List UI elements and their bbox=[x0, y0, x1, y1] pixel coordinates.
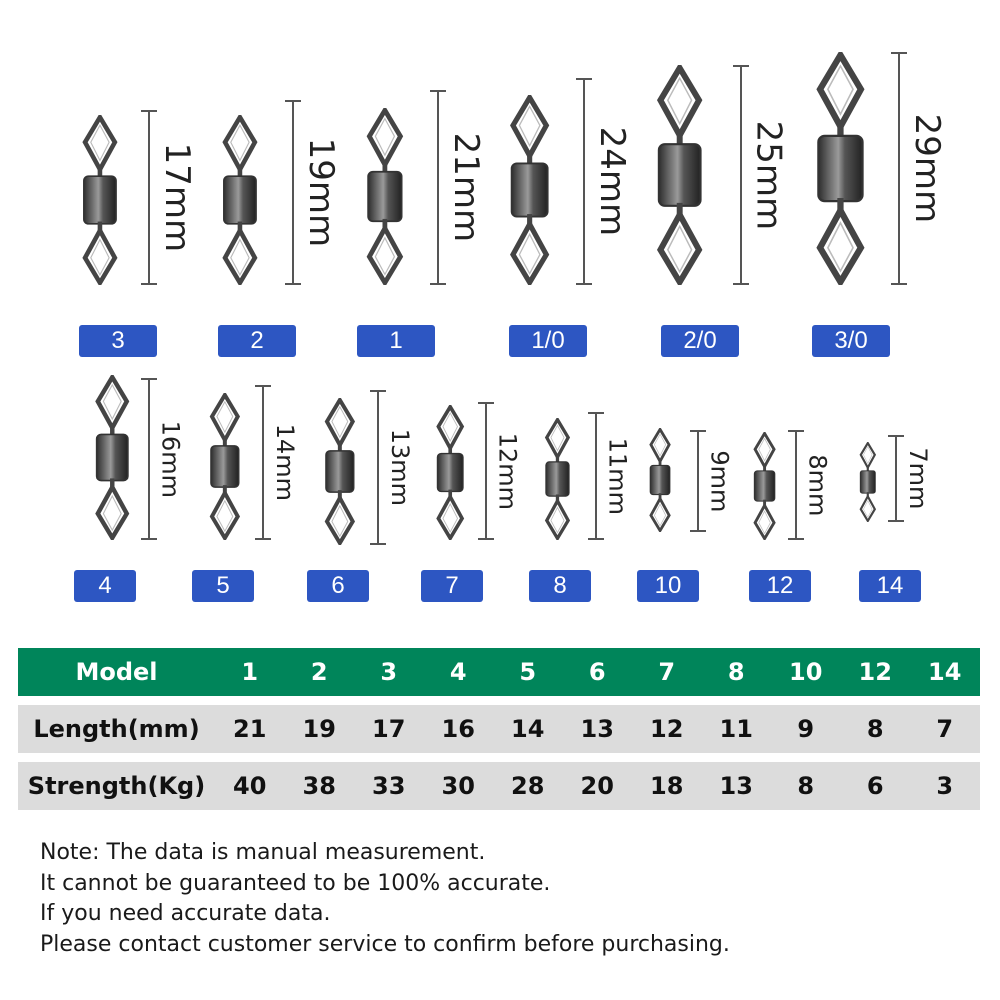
length-label: 8mm bbox=[803, 453, 832, 517]
table-cell: 10 bbox=[789, 658, 823, 686]
size-badge: 6 bbox=[307, 570, 369, 602]
swivel-image bbox=[646, 428, 674, 536]
table-cell: 12 bbox=[650, 715, 684, 743]
table-cell: 2 bbox=[310, 658, 328, 686]
table-cell: 17 bbox=[372, 715, 406, 743]
table-cell: 9 bbox=[797, 715, 815, 743]
table-cell: 28 bbox=[511, 772, 545, 800]
size-badge: 14 bbox=[859, 570, 921, 602]
table-cell: 19 bbox=[302, 715, 336, 743]
swivel-image bbox=[361, 108, 409, 289]
dimension-line bbox=[262, 385, 264, 540]
table-cell: 8 bbox=[866, 715, 884, 743]
notes bbox=[40, 838, 730, 960]
table-cell: 30 bbox=[441, 772, 475, 800]
table-cell: 7 bbox=[936, 715, 954, 743]
table-cell: 6 bbox=[588, 658, 606, 686]
table-row-length bbox=[18, 705, 980, 753]
size-badge: 4 bbox=[74, 570, 136, 602]
size-badge: 2/0 bbox=[661, 325, 739, 357]
table-cell: 12 bbox=[858, 658, 892, 686]
dimension-line bbox=[437, 90, 439, 285]
dimension-line bbox=[148, 378, 150, 540]
swivel-image bbox=[750, 432, 779, 544]
swivel-image bbox=[857, 442, 879, 526]
table-cell: 14 bbox=[511, 715, 545, 743]
header-label: Model bbox=[75, 658, 158, 686]
table-cell: 7 bbox=[658, 658, 676, 686]
swivel-image bbox=[432, 405, 468, 544]
note-line: It cannot be guaranteed to be 100% accurate. bbox=[40, 870, 551, 896]
table-cell: 16 bbox=[441, 715, 475, 743]
table-header-row bbox=[18, 648, 980, 696]
swivel-image bbox=[77, 115, 123, 289]
dimension-line bbox=[377, 390, 379, 545]
table-row-strength bbox=[18, 762, 980, 810]
size-badge: 10 bbox=[637, 570, 699, 602]
swivel-image bbox=[90, 375, 135, 544]
table-cell: 13 bbox=[580, 715, 614, 743]
dimension-line bbox=[898, 52, 900, 285]
swivel-image bbox=[320, 398, 360, 549]
swivel-image bbox=[541, 418, 574, 544]
length-label: 13mm bbox=[385, 428, 414, 507]
table-cell: 6 bbox=[866, 772, 884, 800]
table-cell: 33 bbox=[372, 772, 406, 800]
table-cell: 21 bbox=[233, 715, 267, 743]
dimension-line bbox=[292, 100, 294, 285]
length-label: 11mm bbox=[603, 437, 632, 515]
length-label: 16mm bbox=[156, 420, 185, 498]
size-badge: 5 bbox=[192, 570, 254, 602]
size-badge: 1 bbox=[357, 325, 435, 357]
dimension-line bbox=[895, 435, 897, 522]
table-cell: 40 bbox=[233, 772, 267, 800]
size-badge: 7 bbox=[421, 570, 483, 602]
table-cell: 4 bbox=[449, 658, 467, 686]
size-badge: 3/0 bbox=[812, 325, 890, 357]
length-label: 19mm bbox=[300, 137, 341, 248]
table-cell: 11 bbox=[719, 715, 753, 743]
dimension-line bbox=[583, 78, 585, 285]
size-badge: 12 bbox=[749, 570, 811, 602]
table-cell: 20 bbox=[580, 772, 614, 800]
dimension-line bbox=[697, 430, 699, 532]
row-label: Strength(Kg) bbox=[27, 772, 206, 800]
swivel-image bbox=[504, 95, 555, 289]
dimension-line bbox=[795, 430, 797, 540]
dimension-line bbox=[148, 110, 150, 285]
table-cell: 13 bbox=[719, 772, 753, 800]
table-cell: 8 bbox=[797, 772, 815, 800]
length-label: 17mm bbox=[156, 142, 197, 253]
dimension-line bbox=[595, 412, 597, 540]
table-cell: 18 bbox=[650, 772, 684, 800]
length-label: 7mm bbox=[903, 447, 932, 510]
length-label: 25mm bbox=[748, 120, 789, 230]
swivel-image bbox=[205, 393, 245, 544]
swivel-image bbox=[809, 52, 872, 289]
table-cell: 1 bbox=[241, 658, 259, 686]
table-cell: 14 bbox=[928, 658, 962, 686]
note-line: Note: The data is manual measurement. bbox=[40, 840, 486, 865]
table-cell: 5 bbox=[519, 658, 537, 686]
length-label: 12mm bbox=[493, 432, 522, 510]
size-badge: 2 bbox=[218, 325, 296, 357]
dimension-line bbox=[485, 402, 487, 540]
size-badge: 3 bbox=[79, 325, 157, 357]
length-label: 9mm bbox=[705, 449, 734, 513]
note-line: If you need accurate data. bbox=[40, 901, 331, 926]
row-label: Length(mm) bbox=[33, 715, 200, 743]
table-cell: 8 bbox=[727, 658, 745, 686]
length-label: 14mm bbox=[270, 423, 299, 502]
note-line: Please contact customer service to confirm before purchasing. bbox=[40, 931, 730, 957]
length-label: 29mm bbox=[906, 113, 947, 224]
table-cell: 38 bbox=[302, 772, 336, 800]
swivel-image bbox=[217, 115, 263, 289]
length-label: 24mm bbox=[591, 126, 632, 237]
size-badge: 8 bbox=[529, 570, 591, 602]
size-badge: 1/0 bbox=[509, 325, 587, 357]
dimension-line bbox=[740, 65, 742, 285]
table-cell: 3 bbox=[380, 658, 398, 686]
length-label: 21mm bbox=[445, 132, 486, 243]
swivel-image bbox=[650, 65, 709, 289]
table-cell: 3 bbox=[936, 772, 954, 800]
